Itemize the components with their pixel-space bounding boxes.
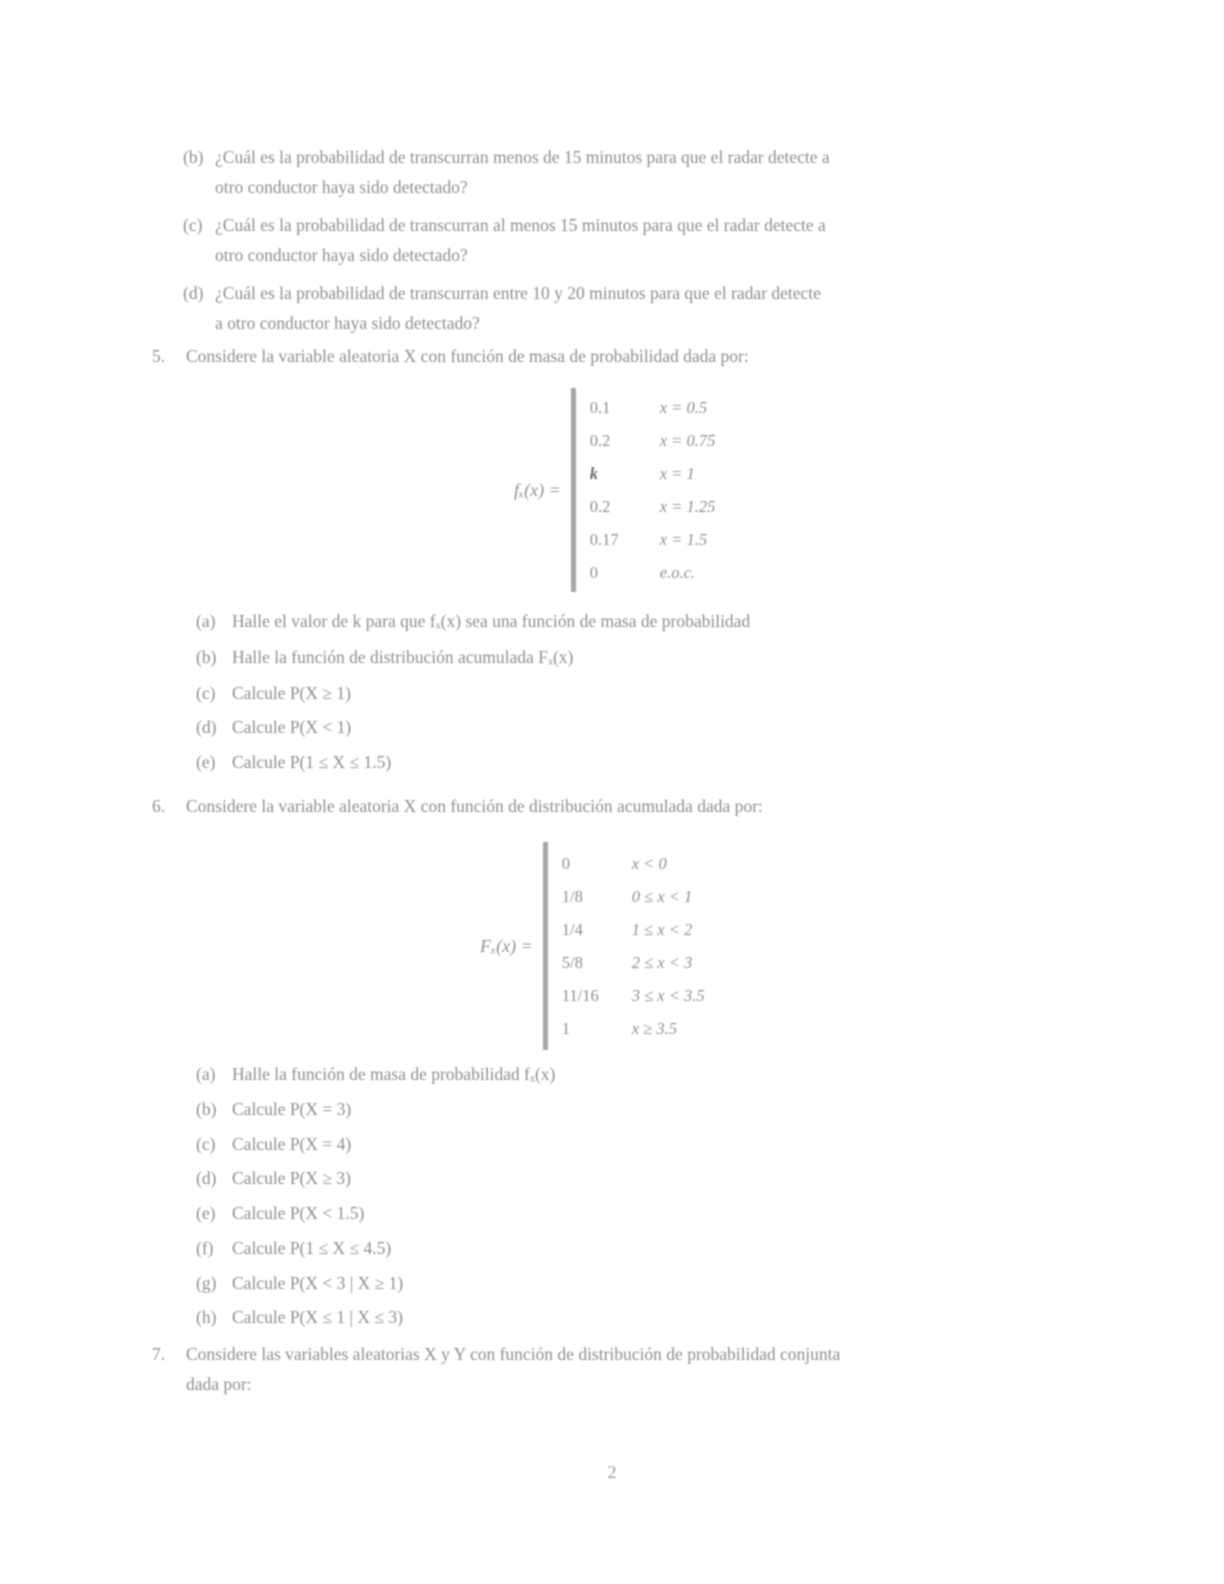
p6-item-h (196, 1304, 1076, 1330)
item-label: (a) (196, 1064, 216, 1084)
item-label: (d) (183, 283, 204, 303)
item-label: (e) (196, 1203, 216, 1223)
page-number: 2 (607, 1462, 617, 1482)
problem-intro (186, 1339, 1092, 1399)
row-value: 1/4 (561, 919, 583, 939)
row-condition: 0 ≤ x < 1 (631, 886, 693, 906)
brace-icon (571, 388, 576, 592)
p5-item-e (196, 749, 1076, 775)
brace-icon (543, 842, 548, 1050)
item-text: Calcule P(1 ≤ X ≤ 4.5) (232, 1238, 392, 1258)
item-text: Calcule P(X ≥ 1) (232, 683, 351, 703)
item-label: (b) (196, 1099, 217, 1119)
item-line1: ¿Cuál es la probabilidad de transcurran entre 10 y 20 minutos para que el radar detecte (215, 283, 821, 303)
item-label: (d) (196, 717, 217, 737)
item-text: Calcule P(X = 4) (232, 1134, 352, 1154)
row-condition: 1 ≤ x < 2 (631, 919, 693, 939)
piecewise-row (590, 490, 716, 523)
p6-item-a (196, 1061, 1076, 1087)
item-text: Halle la función de masa de probabilidad fₓ(x) (232, 1064, 556, 1084)
item-label: (h) (196, 1307, 217, 1327)
row-value: 0.2 (589, 496, 611, 516)
p5-item-c (196, 680, 1076, 706)
item-text: Calcule P(X < 3 | X ≥ 1) (232, 1273, 404, 1293)
row-value: 1/8 (561, 886, 583, 906)
item-text: Calcule P(1 ≤ X ≤ 1.5) (232, 752, 392, 772)
item-text: Calcule P(X < 1.5) (232, 1203, 365, 1223)
intro-line2: dada por: (186, 1374, 252, 1394)
piecewise-row (590, 391, 716, 424)
row-value: 0.1 (589, 397, 611, 417)
piecewise-rows (562, 844, 705, 1048)
item-text (215, 210, 1083, 270)
p6-item-e (196, 1200, 1076, 1226)
row-condition: x = 1.25 (659, 496, 716, 516)
item-label: (c) (196, 1134, 216, 1154)
row-value: 11/16 (561, 985, 599, 1005)
row-condition: x = 0.5 (659, 397, 708, 417)
item-text (215, 142, 1083, 202)
problem-7-heading (152, 1339, 1092, 1399)
item-line2: a otro conductor haya sido detectado? (215, 313, 480, 333)
item-line1: ¿Cuál es la probabilidad de transcurran al menos 15 minutos para que el radar detecte a (215, 215, 826, 235)
problem-number: 5. (152, 346, 166, 366)
row-condition: x = 1 (659, 463, 695, 483)
row-value: 5/8 (561, 952, 583, 972)
row-condition: x < 0 (631, 853, 667, 873)
item-text: Calcule P(X ≤ 1 | X ≤ 3) (232, 1307, 403, 1327)
function-label: fₓ(x) = (514, 479, 561, 500)
item-label: (b) (183, 147, 204, 167)
p5-item-a (196, 608, 1076, 634)
item-text: Halle la función de distribución acumulada Fₓ(x) (232, 647, 574, 667)
piecewise-row (562, 847, 705, 880)
list-item-d (183, 278, 1083, 338)
item-text: Calcule P(X = 3) (232, 1099, 352, 1119)
p6-item-b (196, 1096, 1076, 1122)
problem-5-heading (152, 341, 1092, 371)
piecewise-rows (590, 388, 716, 592)
item-line2: otro conductor haya sido detectado? (215, 177, 468, 197)
problem-number: 7. (152, 1344, 166, 1364)
row-condition: x ≥ 3.5 (631, 1018, 677, 1038)
item-line1: ¿Cuál es la probabilidad de transcurran menos de 15 minutos para que el radar detecte a (215, 147, 830, 167)
row-value: 0.17 (589, 529, 619, 549)
row-value: 0.2 (589, 430, 611, 450)
item-label: (e) (196, 752, 216, 772)
row-value: 1 (561, 1018, 570, 1038)
row-condition: x = 1.5 (659, 529, 708, 549)
p6-item-d (196, 1165, 1076, 1191)
piecewise-row (562, 913, 705, 946)
row-value: k (589, 463, 598, 483)
item-line2: otro conductor haya sido detectado? (215, 245, 468, 265)
piecewise-row (562, 1012, 705, 1045)
item-label: (a) (196, 611, 216, 631)
item-text: Calcule P(X < 1) (232, 717, 352, 737)
item-label: (d) (196, 1168, 217, 1188)
problem-intro: Considere la variable aleatoria X con función de masa de probabilidad dada por: (186, 346, 749, 366)
item-text (215, 278, 1083, 338)
piecewise-row (562, 979, 705, 1012)
list-item-c (183, 210, 1083, 270)
item-label: (c) (196, 683, 216, 703)
list-item-b (183, 142, 1083, 202)
intro-line1: Considere las variables aleatorias X y Y con función de distribución de probabilidad conjunta (186, 1344, 841, 1364)
piecewise-row (562, 946, 705, 979)
item-text: Halle el valor de k para que fₓ(x) sea una función de masa de probabilidad (232, 611, 751, 631)
piecewise-cdf (480, 842, 705, 1050)
piecewise-row (590, 424, 716, 457)
row-condition: e.o.c. (659, 562, 696, 582)
p5-item-d (196, 714, 1076, 740)
piecewise-row (562, 880, 705, 913)
item-text: Calcule P(X ≥ 3) (232, 1168, 351, 1188)
p5-item-b (196, 644, 1076, 670)
piecewise-row (590, 457, 716, 490)
row-value: 0 (561, 853, 570, 873)
item-label: (b) (196, 647, 217, 667)
row-condition: 2 ≤ x < 3 (631, 952, 693, 972)
row-condition: x = 0.75 (659, 430, 716, 450)
row-value: 0 (589, 562, 598, 582)
piecewise-row (590, 556, 716, 589)
p6-item-c (196, 1131, 1076, 1157)
function-label: Fₓ(x) = (480, 935, 533, 956)
row-condition: 3 ≤ x < 3.5 (631, 985, 705, 1005)
piecewise-pmf (514, 388, 715, 592)
piecewise-row (590, 523, 716, 556)
item-label: (g) (196, 1273, 217, 1293)
problem-number: 6. (152, 796, 166, 816)
p6-item-g (196, 1270, 1076, 1296)
item-label: (f) (196, 1238, 214, 1258)
item-label: (c) (183, 215, 203, 235)
problem-intro: Considere la variable aleatoria X con función de distribución acumulada dada por: (186, 796, 763, 816)
problem-6-heading (152, 791, 1092, 821)
p6-item-f (196, 1235, 1076, 1261)
